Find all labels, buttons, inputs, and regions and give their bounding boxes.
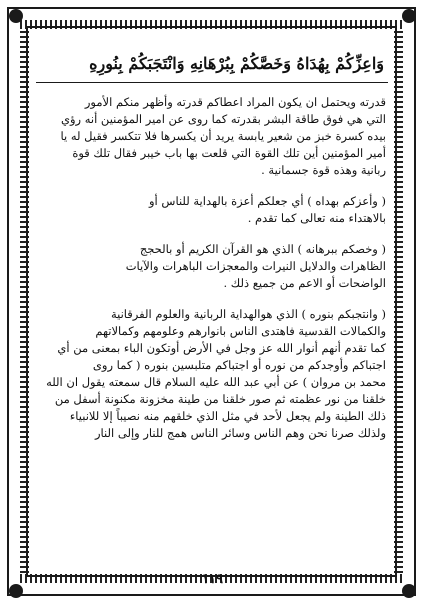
- text-line: كما تقدم أنهم أنوار الله عز وجل في الأرض أوتكون الباء بمعنى من أي: [57, 341, 386, 355]
- text-line: الظاهرات والدلايل النيرات والمعجزات الباهرات والآيات: [125, 259, 386, 273]
- text-line: أمير المؤمنين أين تلك القوة التي قلعت بها باب خيبر فقال تلك قوة: [72, 146, 386, 160]
- paragraph: [40, 241, 386, 292]
- page-number: ١١٩: [202, 572, 223, 587]
- text-line: قدرته ويحتمل ان يكون المراد اعطاكم قدرته وأظهر منكم الأمور: [84, 95, 386, 109]
- corner-ornament: [9, 9, 23, 23]
- text-line: محمد بن مروان ) عن أبي عبد الله عليه السلام قال سمعته يقول ان الله: [46, 375, 386, 389]
- text-line: والكمالات القدسية فاهتدى الناس بانوارهم وعلومهم وكمالاتهم: [95, 324, 386, 338]
- text-line: ولذلك صرنا نحن وهم الناس وسائر الناس همج للنار وإلى النار: [94, 426, 386, 440]
- text-line: بيده كسرة خبز من شعير يابسة يريد أن يكسرها فلا تتكسر فقيل له يا: [60, 129, 386, 143]
- text-line: ذلك الطينة ولم يجعل لأحد في مثل الذي خلقهم منه نصيباً إلا للانبياء: [69, 409, 386, 423]
- paragraph: [40, 193, 386, 227]
- page-header-verse: وَاعِزِّكُمْ بِهُدَاهُ وَخَصَّكُمْ بِبُرْهَانِهِ وَانْتَجَبَكُمْ بِنُورِهِ: [89, 54, 384, 73]
- corner-ornament: [402, 9, 416, 23]
- text-line: ( وانتجبكم بنوره ) الذي هوالهداية الربانية والعلوم الفرقانية: [110, 307, 386, 321]
- text-line: التي هي فوق طاقة البشر بقدرته كما روى عن امير المؤمنين أنه رؤي: [60, 112, 386, 126]
- paragraph: [40, 306, 386, 442]
- text-line: بالاهتداء منه تعالى كما تقدم .: [247, 211, 386, 225]
- text-line: اجتباكم وأوجدكم من نوره أو اجتباكم متلبسين بنوره ( كما روى: [92, 358, 386, 372]
- page-body: [40, 94, 386, 456]
- text-line: ربانية وهذه قوة جسمانية .: [261, 163, 386, 177]
- paragraph: [40, 94, 386, 179]
- header-divider: [36, 82, 388, 83]
- text-line: ( وخصكم ببرهانه ) الذي هو القرآن الكريم أو بالحجج: [139, 242, 386, 256]
- text-line: الواضحات أو الاعم من جميع ذلك .: [223, 276, 386, 290]
- text-line: خلقنا من نور عظمته ثم صور خلقنا من طينة مخزونة مكنونة أسفل من: [54, 392, 386, 406]
- text-line: ( وأعزكم بهداه ) أي جعلكم أعزة بالهداية للناس أو: [149, 194, 386, 208]
